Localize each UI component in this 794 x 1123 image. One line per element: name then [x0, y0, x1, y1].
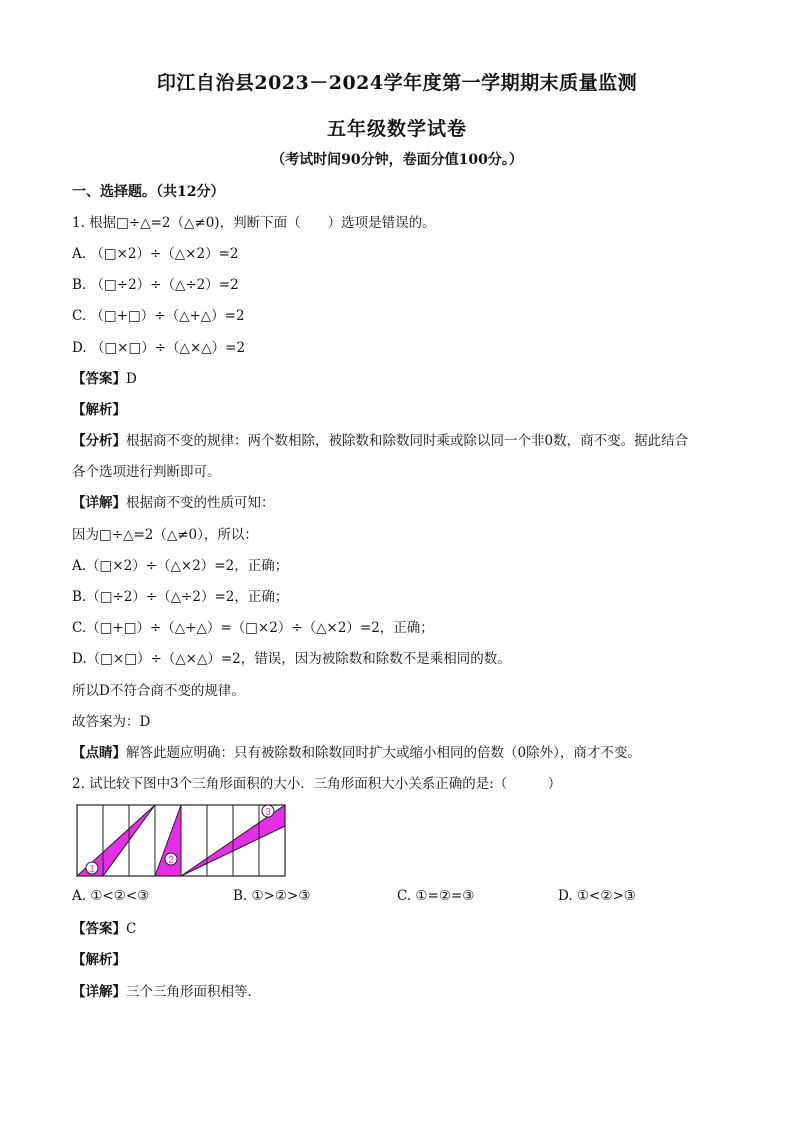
q1-analysis-tag: 【解析】: [72, 402, 126, 418]
q1-detail-line: D.（□×□）÷（△×△）=2，错误，因为被除数和除数不是乘相同的数。: [72, 651, 511, 667]
fenxi-text: 根据商不变的规律：两个数相除，被除数和除数同时乘或除以同一个非0数，商不变。据此结合: [126, 433, 689, 449]
q2-stem: 2. 试比较下图中3个三角形面积的大小．三角形面积大小关系正确的是:（ ）: [72, 776, 562, 792]
q2-option-c: C. ①=②=③: [397, 888, 475, 904]
q1-answer: [72, 370, 137, 388]
q2-analysis-tag: 【解析】: [72, 952, 126, 968]
label-1-text: 1: [89, 864, 95, 875]
label-3-text: 3: [265, 807, 271, 818]
q1-detail-line: 所以D不符合商不变的规律。: [72, 683, 245, 699]
fenxi-tag: 【分析】: [72, 433, 126, 449]
q1-option-a: A. （□×2）÷（△×2）=2: [72, 246, 239, 262]
section-heading: 一、选择题。（共12分）: [72, 184, 225, 200]
q1-detail: [72, 494, 275, 512]
q1-detail-line: A.（□×2）÷（△×2）=2，正确；: [72, 558, 289, 574]
detail-intro: 根据商不变的性质可知：: [126, 495, 275, 511]
detail-tag: 【详解】: [72, 984, 126, 1000]
dianjing-tag: 【点睛】: [72, 745, 126, 761]
answer-tag: 【答案】: [72, 371, 126, 387]
q1-detail-line: 因为□÷△=2（△≠0），所以：: [72, 527, 258, 543]
q1-option-c: C. （□+□）÷（△+△）=2: [72, 308, 245, 324]
dianjing-text: 解答此题应明确：只有被除数和除数同时扩大或缩小相同的倍数（0除外），商才不变。: [126, 745, 641, 761]
q1-stem: 1. 根据□÷△=2（△≠0)，判断下面（ ）选项是错误的。: [72, 215, 436, 231]
exam-title: 印江自治县2023－2024学年度第一学期期末质量监测: [156, 72, 638, 94]
q2-option-a: A. ①<②<③: [72, 888, 150, 904]
exam-subject-title: 五年级数学试卷: [326, 118, 467, 140]
q1-detail-line: B.（□÷2）÷（△÷2）=2，正确；: [72, 589, 289, 605]
answer-tag: 【答案】: [72, 921, 126, 937]
q2-detail: [72, 983, 261, 1001]
q1-dianjing: [72, 744, 641, 762]
triangle-figure: [76, 804, 302, 878]
detail-tag: 【详解】: [72, 495, 126, 511]
q2-option-b: B. ①>②>③: [233, 888, 311, 904]
answer-value: D: [126, 371, 137, 387]
q1-fenxi: [72, 432, 688, 450]
label-2-text: 2: [168, 855, 174, 866]
answer-value: C: [126, 921, 137, 937]
q1-detail-line: C.（□+□）÷（△+△）=（□×2）÷（△×2）=2，正确；: [72, 620, 434, 636]
detail-text: 三个三角形面积相等．: [126, 984, 261, 1000]
q1-detail-line: 故答案为：D: [72, 714, 151, 730]
exam-time-note: （考试时间90分钟，卷面分值100分。）: [271, 152, 523, 168]
q1-option-b: B. （□÷2）÷（△÷2）=2: [72, 277, 239, 293]
q2-option-d: D. ①<②>③: [558, 888, 636, 904]
q1-fenxi-cont: 各个选项进行判断即可。: [72, 464, 221, 480]
q1-option-d: D. （□×□）÷（△×△）=2: [72, 340, 246, 356]
q2-answer: [72, 920, 136, 938]
